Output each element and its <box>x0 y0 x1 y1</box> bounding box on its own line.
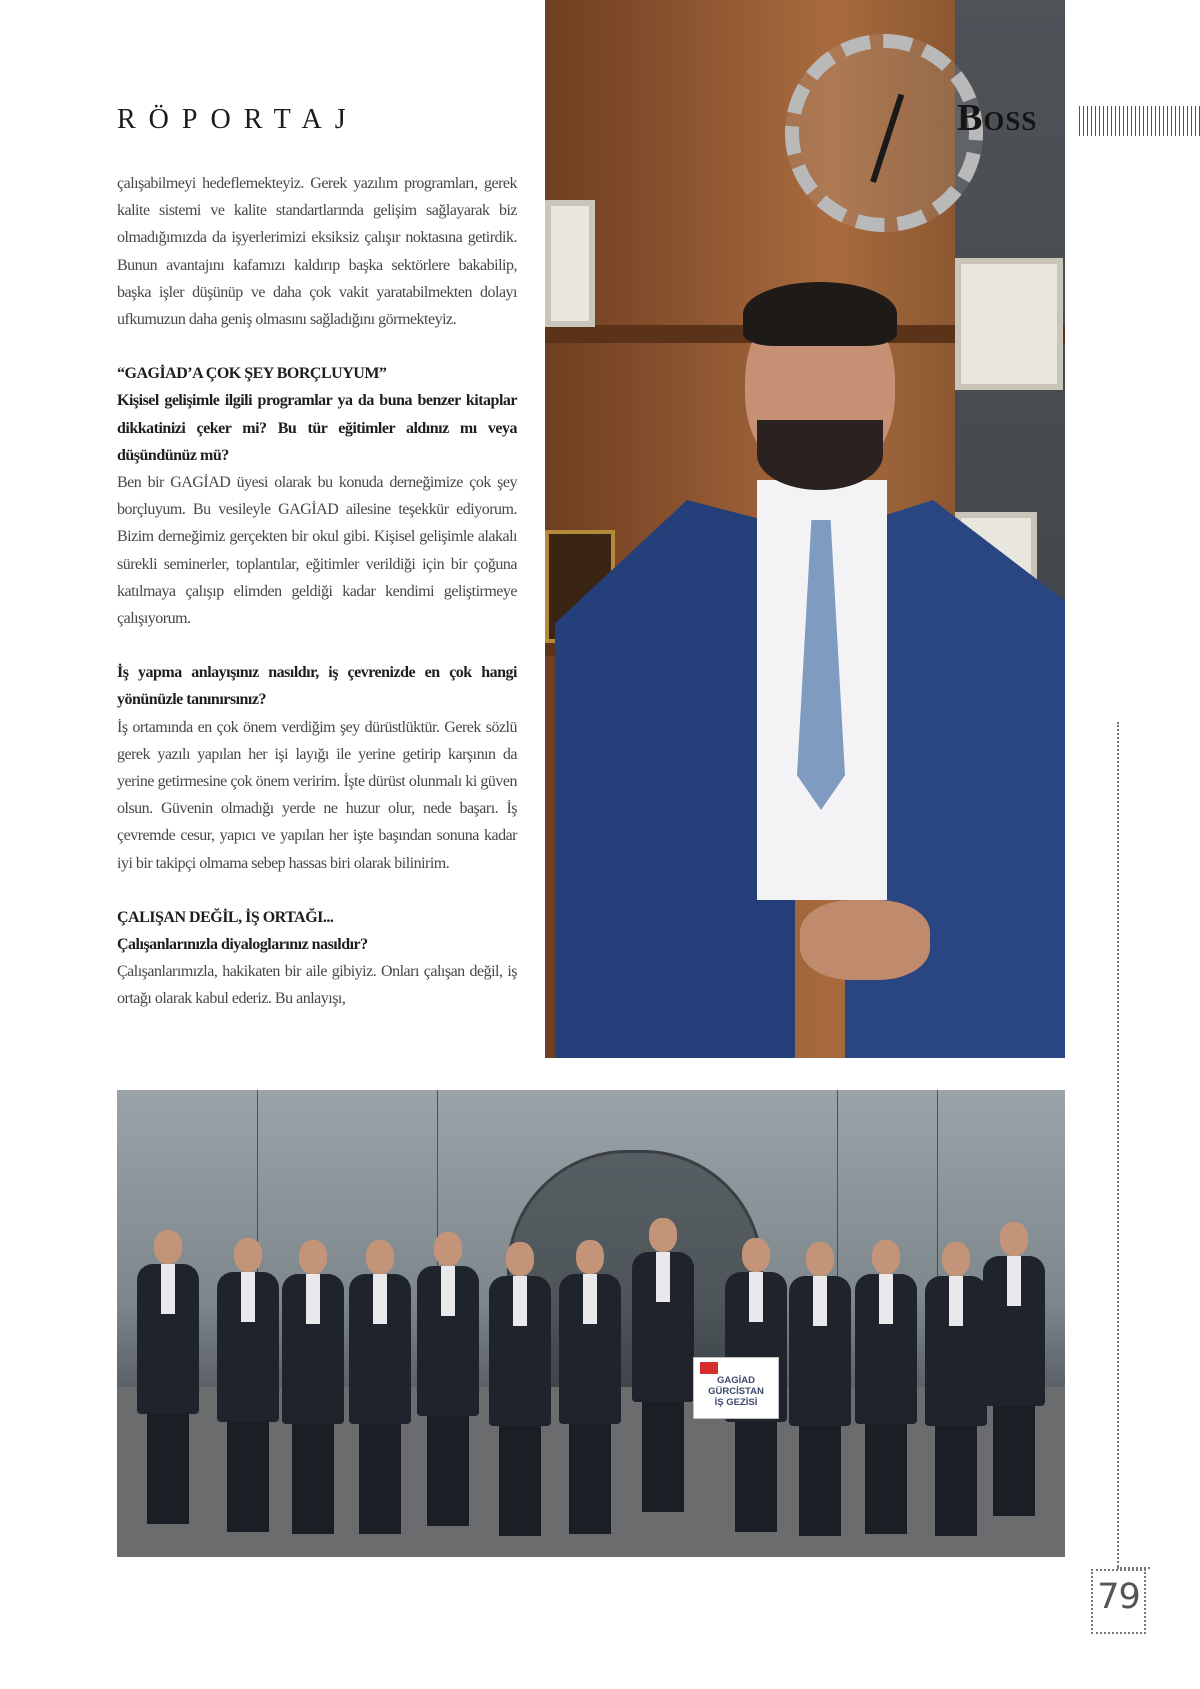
group-member <box>349 1240 411 1540</box>
group-member <box>789 1242 851 1542</box>
hair <box>743 282 897 346</box>
barcode-decoration <box>1079 106 1200 136</box>
section-label: RÖPORTAJ <box>117 104 359 135</box>
gear-clock-icon <box>785 34 983 232</box>
group-member <box>925 1242 987 1542</box>
sign-line: GÜRCİSTAN <box>708 1386 764 1397</box>
certificate-frame <box>955 258 1063 390</box>
turkish-flag-icon <box>700 1362 718 1374</box>
article-column <box>117 170 517 1013</box>
dotted-margin-line <box>1117 722 1120 1567</box>
certificate-frame <box>545 200 595 327</box>
group-photo <box>117 1090 1065 1557</box>
brand-logo: Boss <box>957 97 1038 139</box>
sign-line: GAGİAD <box>717 1375 755 1386</box>
interview-answer: Ben bir GAGİAD üyesi olarak bu konuda derneğimize çok şey borçluyum. Bu vesileyle GAGİAD ailesine teşekkür ediyorum. Bizim derneğimiz gerçekten bir okul gibi. Kişisel gelişimle alakalı sürekli seminerler, toplantılar, eğitimler verildiği için bir çoğuna katılmaya çalışıp elimden geldiği kadar kendimi geliştirmeye çalışıyorum. <box>117 474 517 628</box>
group-member <box>559 1240 621 1540</box>
interview-question: Çalışanlarınızla diyaloglarınız nasıldır? <box>117 936 368 954</box>
interview-answer: Çalışanlarımızla, hakikaten bir aile gibiyiz. Onları çalışan değil, iş ortağı olarak kabul ederiz. Bu anlayışı, <box>117 963 517 1008</box>
group-member <box>137 1230 199 1530</box>
group-member <box>282 1240 344 1540</box>
group-member <box>632 1218 694 1518</box>
group-member <box>417 1232 479 1532</box>
section-heading: “GAGİAD’A ÇOK ŞEY BORÇLUYUM” <box>117 365 387 383</box>
interview-question: İş yapma anlayışınız nasıldır, iş çevrenizde en çok hangi yönünüzle tanınırsınız? <box>117 664 517 709</box>
beard <box>757 420 883 490</box>
interview-answer: İş ortamında en çok önem verdiğim şey dürüstlüktür. Gerek sözlü gerek yazılı yapılan her işi layığı ile yerine getirip karşının da yerine getirmesine çok önem veririm. İşte dürüst olunmalı ki güven olsun. Güvenin olmadığı yerde ne huzur olur, nede başarı. İş çevremde cesur, yapıcı ve yapılan her işte başından sonuna kadar iyi bir takipçi olmama sebep hassas biri olarak bilinirim. <box>117 718 517 872</box>
page-number: 79 <box>1097 1577 1140 1617</box>
group-member <box>855 1240 917 1540</box>
hand <box>800 900 930 980</box>
group-member <box>489 1242 551 1542</box>
group-member <box>217 1238 279 1538</box>
intro-paragraph: çalışabilmeyi hedeflemekteyiz. Gerek yazılım programları, gerek kalite sistemi ve kalite standartlarında gelişim sağlayarak biz olmadığımızda da işyerlerimizi eksiksiz çalışır noktasına getirdik. Bunun avantajını kafamızı kaldırıp başka sektörlere bakabilip, başka işler düşünüp ve daha çok vakit yaratabilmekten dolayı ufkumuzun daha geniş olmasını sağladığını görmekteyiz. <box>117 175 517 329</box>
sign-line: İŞ GEZİSİ <box>714 1397 758 1408</box>
group-member <box>983 1222 1045 1522</box>
section-heading: ÇALIŞAN DEĞİL, İŞ ORTAĞI... <box>117 908 334 926</box>
trip-sign <box>693 1357 779 1419</box>
interview-question: Kişisel gelişimle ilgili programlar ya da buna benzer kitaplar dikkatinizi çeker mi? Bu tür eğitimler aldınız mı veya düşündünüz mü? <box>117 392 517 464</box>
portrait-photo <box>545 0 1065 1058</box>
